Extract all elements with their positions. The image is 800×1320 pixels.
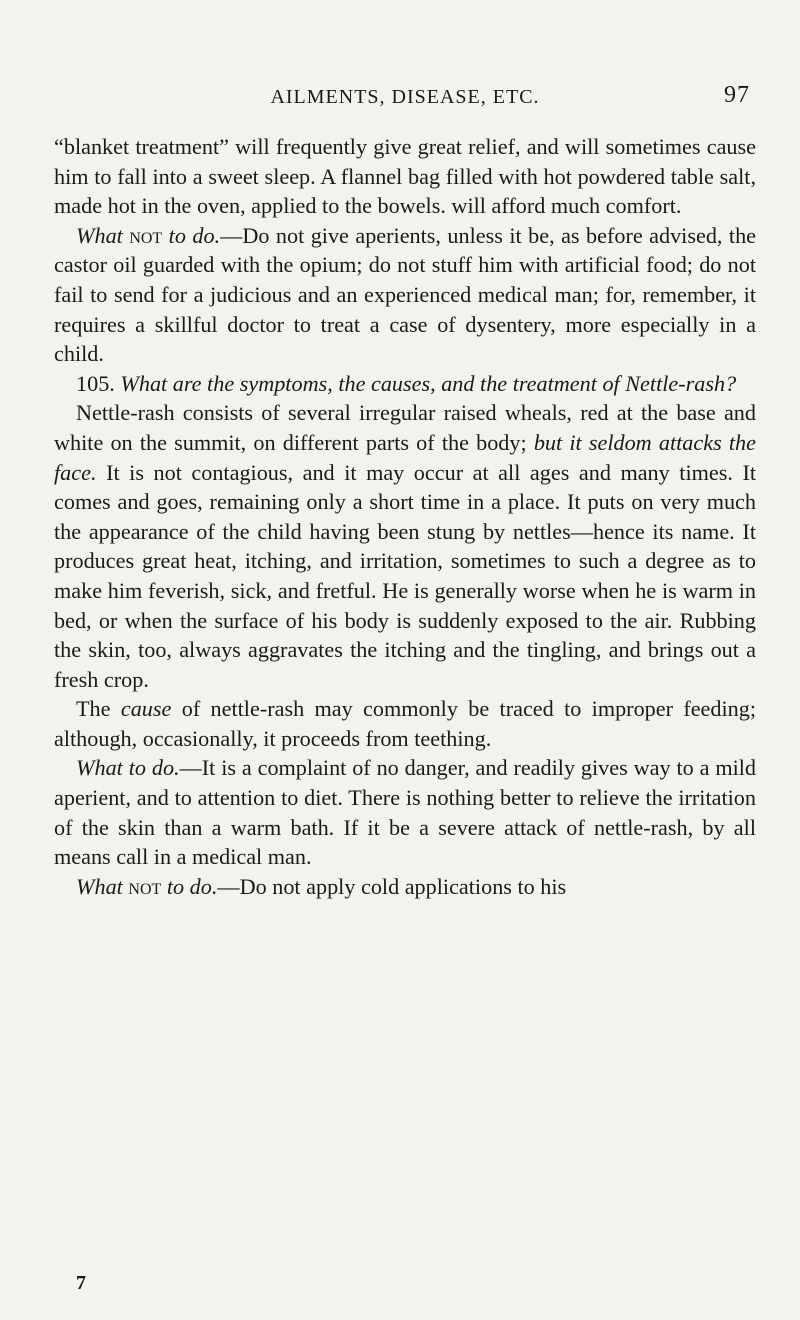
- paragraph-text: —Do not give aperients, unless it be, as before advised, the castor oil guarded with the opium; do not stuff him with artificial food; do not fail to send for a judicious and an experienced medical man; for, remember, it requires a skillful doctor to treat a case of dysentery, more especially in a child.: [54, 222, 757, 367]
- paragraph-text: of nettle-rash may commonly be traced to improper feeding; although, occasionally, it proceeds from teething.: [54, 696, 757, 751]
- subheading-what: What: [76, 873, 123, 899]
- running-head: [54, 82, 756, 116]
- question-text: What are the symptoms, the causes, and the treatment of Nettle-rash?: [120, 370, 737, 396]
- emphasis-face: but it seldom attacks the face.: [54, 429, 756, 485]
- paragraph-text: The: [76, 696, 111, 722]
- question-number: 105.: [76, 370, 115, 396]
- paragraph-nettle-rash-description: [54, 398, 756, 694]
- paragraph-cause: [54, 694, 756, 753]
- page-body: [54, 132, 756, 901]
- signature-mark: 7: [76, 1272, 86, 1294]
- paragraph-text: It is not contagious, and it may occur at all ages and many times. It comes and goes, remaining only a short time in a place. It puts on very much the appearance of the child having been stung by nettles—hence its name. It produces great heat, itching, and irritation, sometimes to such a degree as to make him feverish, sick, and fretful. He is generally worse when he is warm in bed, or when the surface of his body is suddenly exposed to the air. Rubbing the skin, too, always aggravates the itching and the tingling, and brings out a fresh crop.: [54, 459, 757, 692]
- subheading-to-do: to do.: [166, 873, 218, 899]
- subheading-what: What: [76, 222, 123, 248]
- paragraph-what-to-do: [54, 753, 756, 871]
- paragraph-what-not-to-do-2: [54, 872, 756, 902]
- running-title: AILMENTS, DISEASE, ETC.: [270, 86, 540, 108]
- subheading-what-to-do: What to do.: [76, 755, 180, 781]
- page-number: 97: [724, 82, 750, 108]
- paragraph-text: —Do not apply cold applications to his: [217, 873, 567, 899]
- subheading-not: not: [128, 873, 162, 899]
- paragraph-what-not-to-do: [54, 221, 756, 369]
- question-105: [54, 369, 756, 399]
- subheading-not: not: [129, 222, 163, 248]
- paragraph-text: Nettle-rash consists of several irregular raised wheals, red at the base and white on the summit, on different parts of the body;: [54, 400, 756, 455]
- emphasis-cause: cause: [120, 696, 172, 722]
- paragraph-text: —It is a complaint of no danger, and readily gives way to a mild aperient, and to attention to diet. There is nothing better to relieve the irritation of the skin than a warm bath. If it be a severe attack of nettle-rash, by all means call in a medical man.: [54, 755, 757, 870]
- paragraph-blanket-treatment: “blanket treatment” will frequently give great relief, and will sometimes cause him to fall into a sweet sleep. A flannel bag filled with hot powdered table salt, made hot in the oven, applied to the bowels. will afford much comfort.: [54, 134, 756, 219]
- subheading-to-do: to do.: [168, 222, 221, 248]
